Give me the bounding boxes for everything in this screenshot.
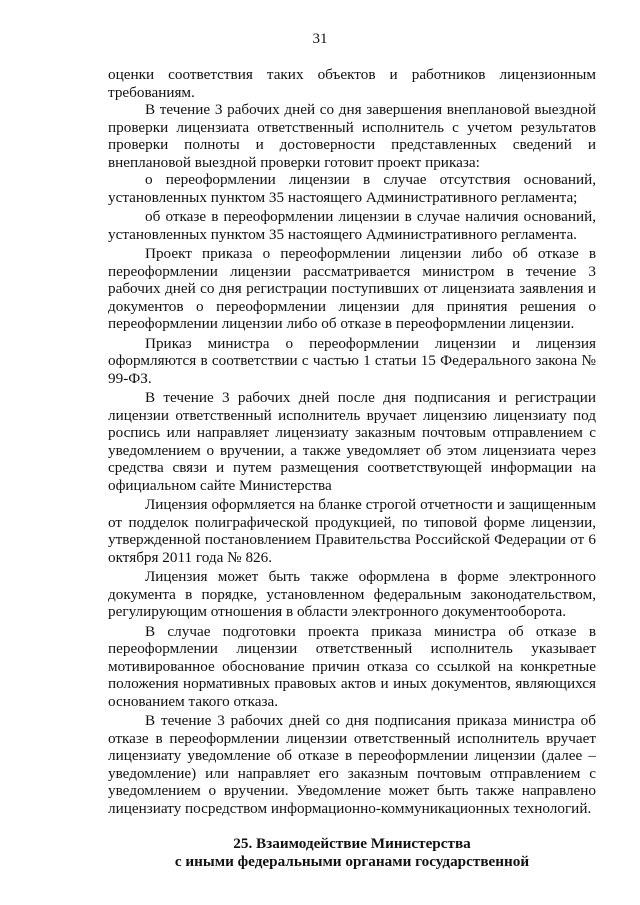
paragraph: о переоформлении лицензии в случае отсутствия оснований, установленных пунктом 35 настоящего Административного регламента; xyxy=(108,171,596,206)
paragraph: оценки соответствия таких объектов и работников лицензионным требованиям. xyxy=(108,66,596,101)
paragraph: Лицензия может быть также оформлена в форме электронного документа в порядке, установленном федеральным законодательством, регулирующим отношения в области электронного документооборота. xyxy=(108,568,596,620)
page-number: 31 xyxy=(312,31,328,47)
paragraph: Лицензия оформляется на бланке строгой отчетности и защищенным от подделок полиграфической продукцией, по типовой форме лицензии, утвержденной постановлением Правительства Российской Федерации от 6 октября 2011 года № 826. xyxy=(108,496,596,566)
paragraph: Проект приказа о переоформлении лицензии либо об отказе в переоформлении лицензии рассматривается министром в течение 3 рабочих дней со дня регистрации поступивших от лицензиата заявления и документов о переоформлении лицензии для принятия решения о переоформлении лицензии либо об отказе в переоформлении лицензии. xyxy=(108,245,596,332)
paragraph: В течение 3 рабочих дней после дня подписания и регистрации лицензии ответственный исполнитель вручает лицензию лицензиату под роспись или направляет лицензиату заказным почтовым отправлением с уведомлением о вручении, а также уведомляет об этом лицензиата через средства связи и путем размещения соответствующей информации на официальном сайте Министерства xyxy=(108,389,596,494)
paragraph: В течение 3 рабочих дней со дня завершения внеплановой выездной проверки лицензиата ответственный исполнитель с учетом результатов проверки полноты и достоверности представленных сведений и внеплановой выездной проверки готовит проект приказа: xyxy=(108,101,596,171)
section-heading-line: с иными федеральными органами государственной xyxy=(174,852,530,870)
paragraph: Приказ министра о переоформлении лицензии и лицензия оформляются в соответствии с частью 1 статьи 15 Федерального закона № 99-ФЗ. xyxy=(108,334,596,387)
document-body xyxy=(108,66,596,870)
section-heading-line: 25. Взаимодействие Министерства xyxy=(233,835,471,852)
paragraph: об отказе в переоформлении лицензии в случае наличия оснований, установленных пунктом 35 настоящего Административного регламента. xyxy=(108,208,596,243)
section-heading xyxy=(108,835,596,870)
paragraph: В течение 3 рабочих дней со дня подписания приказа министра об отказе в переоформлении лицензии ответственный исполнитель вручает лицензиату уведомление об отказе в переоформлении лицензии (далее – уведомление) или направляет его заказным почтовым отправлением с уведомлением о вручении. Уведомление может быть также направлено лицензиату посредством информационно-коммуникационных технологий. xyxy=(108,712,596,817)
paragraph: В случае подготовки проекта приказа министра об отказе в переоформлении лицензии ответственный исполнитель указывает мотивированное обоснование причин отказа со ссылкой на конкретные положения нормативных правовых актов и иных документов, являющихся основанием такого отказа. xyxy=(108,622,596,710)
